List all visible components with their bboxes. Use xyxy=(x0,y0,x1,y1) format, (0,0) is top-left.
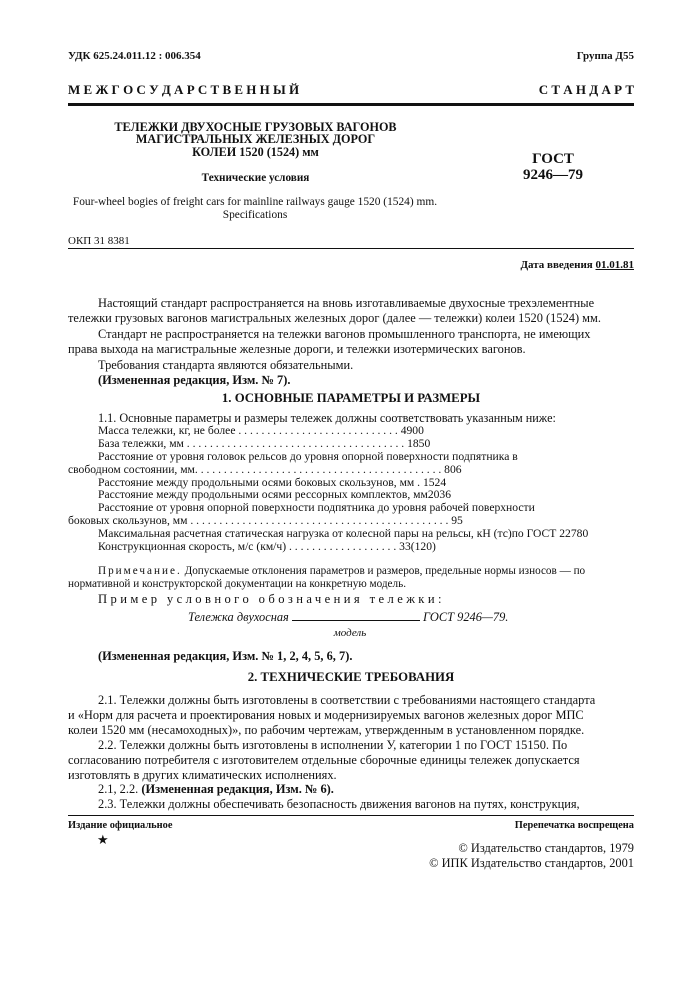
param-label: Конструкционная скорость, м/с (км/ч) xyxy=(98,541,287,554)
intro-p3: Требования стандарта являются обязательными. xyxy=(98,357,354,372)
okp-rule xyxy=(68,248,634,249)
document-title xyxy=(68,121,443,158)
section-1-heading: 1. ОСНОВНЫЕ ПАРАМЕТРЫ И РАЗМЕРЫ xyxy=(221,391,481,405)
english-title xyxy=(60,196,450,223)
param-height-pre: Расстояние от уровня головок рельсов до уровня опорной поверхности подпятника в xyxy=(98,450,518,463)
param-value: 806 xyxy=(444,463,462,476)
okp-code: ОКП 31 8381 xyxy=(68,235,130,247)
example-name: Тележка двухосная xyxy=(188,610,289,624)
param-bearer-height: боковых скользунов, мм . . . . . . . . . . . . . . . . . . . . . . . . . . . . . . . . . . . . . . . . . . . . . 95 xyxy=(68,515,463,528)
param-bearer-height-pre: Расстояние от уровня опорной поверхности подпятника до уровня рабочей поверхности xyxy=(98,502,535,515)
p-amend-line xyxy=(68,782,634,797)
note-text-2: нормативной и конструкторской документации на конкретную модель. xyxy=(68,578,406,591)
top-thick-rule xyxy=(68,103,634,106)
param-value: 33(120) xyxy=(399,541,436,554)
param-spring-sets xyxy=(68,489,634,502)
param-base: База тележки, мм . . . . . . . . . . . . . . . . . . . . . . . . . . . . . . . . . . . . . . 1850 xyxy=(98,437,431,450)
params-lead: 1.1. Основные параметры и размеры тележек должны соответствовать указанным ниже: xyxy=(98,412,556,425)
p-amend-num: 2.1, 2.2. xyxy=(98,782,139,797)
param-label: Расстояние между продольными осями боковых скользунов, мм xyxy=(98,476,415,489)
param-mass: Масса тележки, кг, не более . . . . . . . . . . . . . . . . . . . . . . . . . . . . 4900 xyxy=(98,424,424,437)
param-label: Расстояние между продольными осями рессорных комплектов, мм xyxy=(98,489,428,502)
section-2-heading: 2. ТЕХНИЧЕСКИЕ ТРЕБОВАНИЯ xyxy=(247,670,455,684)
param-label: Максимальная расчетная статическая нагрузка от колесной пары на рельсы, кН (тс) xyxy=(98,528,512,541)
copyright-1979: © Издательство стандартов, 1979 xyxy=(458,841,634,855)
p23: 2.3. Тележки должны обеспечивать безопасность движения вагонов на путях, конструкция, xyxy=(98,797,580,812)
p22-a: 2.2. Тележки должны быть изготовлены в исполнении У, категории 1 по ГОСТ 15150. По xyxy=(98,737,568,752)
param-label: Масса тележки, кг, не более xyxy=(98,424,236,437)
official-edition: Издание официальное xyxy=(68,820,173,831)
effective-date-label: Дата введения xyxy=(520,259,593,271)
intro-amendment: (Измененная редакция, Изм. № 7). xyxy=(98,373,291,388)
intro-p2-b: права выхода на магистральные железные дороги, и тележки изотермических вагонов. xyxy=(68,342,526,357)
param-value: 4900 xyxy=(400,424,424,437)
document-subtitle: Технические условия xyxy=(201,172,310,184)
title-line-2: МАГИСТРАЛЬНЫХ ЖЕЛЕЗНЫХ ДОРОГ xyxy=(135,132,376,147)
example-model-caption: модель xyxy=(333,627,367,639)
copyright-block xyxy=(429,841,634,871)
p22-b: согласованию потребителя с изготовителем отдельные сборочные единицы тележек допускается xyxy=(68,752,580,767)
english-title-line-2: Specifications xyxy=(222,209,288,222)
intro-section xyxy=(68,296,634,388)
p21-c: колеи 1520 мм (несамоходных)», по рабочим чертежам, утвержденным в установленном порядке. xyxy=(68,722,585,737)
effective-date xyxy=(520,259,634,271)
copyright-2001: © ИПК Издательство стандартов, 2001 xyxy=(429,856,634,870)
gost-number: 9246—79 xyxy=(523,167,583,183)
param-value: 2036 xyxy=(427,489,451,502)
model-blank-line xyxy=(292,610,420,621)
param-value: по ГОСТ 22780 xyxy=(511,528,589,541)
intro-p2-a: Стандарт не распространяется на тележки вагонов промышленного транспорта, не имеющих xyxy=(98,326,591,341)
footer-rule xyxy=(68,815,634,816)
example-designation xyxy=(188,610,508,625)
param-value: 95 xyxy=(451,515,463,528)
effective-date-value: 01.01.81 xyxy=(595,259,634,271)
star-icon: ★ xyxy=(97,832,109,847)
section-1-amendment: (Измененная редакция, Изм. № 1, 2, 4, 5, 6, 7). xyxy=(98,649,353,663)
p21-b: и «Норм для расчета и проектирования новых и модернизируемых вагонов железных дорог МПС xyxy=(68,707,584,722)
note-line-1 xyxy=(68,565,634,578)
section-2-body xyxy=(68,693,634,812)
param-label: свободном состоянии, мм xyxy=(68,463,195,476)
banner-standard: С Т А Н Д А Р Т xyxy=(538,82,634,97)
note-word: Примечание. xyxy=(98,565,182,577)
title-line-1: ТЕЛЕЖКИ ДВУХОСНЫЕ ГРУЗОВЫХ ВАГОНОВ xyxy=(114,120,397,134)
param-label: боковых скользунов, мм xyxy=(68,515,188,528)
param-speed: Конструкционная скорость, м/с (км/ч) . . . . . . . . . . . . . . . . . . . 33(120) xyxy=(98,541,436,554)
intro-p1-a: Настоящий стандарт распространяется на вновь изготавливаемые двухосные трехэлементные xyxy=(98,296,595,310)
example-gost: ГОСТ 9246—79. xyxy=(423,610,509,624)
gost-label: ГОСТ xyxy=(532,151,574,167)
p-amend-text: (Измененная редакция, Изм. № 6). xyxy=(141,782,334,797)
params-list xyxy=(68,412,634,554)
param-value: 1850 xyxy=(407,437,431,450)
banner-interstate: М Е Ж Г О С У Д А Р С Т В Е Н Н Ы Й xyxy=(68,82,300,97)
group-code: Группа Д55 xyxy=(576,50,634,62)
example-label: Пример условного обозначения тележки: xyxy=(98,592,445,606)
note-block xyxy=(68,565,634,592)
note-text-1: Допускаемые отклонения параметров и размеров, предельные нормы износов — по xyxy=(184,565,586,577)
param-label: База тележки, мм xyxy=(98,437,184,450)
reprint-notice: Перепечатка воспрещена xyxy=(514,820,634,831)
p21-a: 2.1. Тележки должны быть изготовлены в соответствии с требованиями настоящего стандарта xyxy=(98,693,596,707)
param-side-bearers: Расстояние между продольными осями боковых скользунов, мм . 1524 xyxy=(98,476,447,489)
intro-p1-b: тележки грузовых вагонов магистральных железных дорог (далее — тележки) колеи 1520 (1524) мм. xyxy=(68,311,601,326)
param-axle-load xyxy=(68,528,634,541)
udk-code: УДК 625.24.011.12 : 006.354 xyxy=(68,50,201,62)
param-value: 1524 xyxy=(422,476,447,489)
title-line-3: КОЛЕИ 1520 (1524) мм xyxy=(192,144,319,159)
gost-designation xyxy=(493,151,613,183)
english-title-line-1: Four-wheel bogies of freight cars for mainline railways gauge 1520 (1524) mm. xyxy=(72,196,438,208)
param-height: свободном состоянии, мм. . . . . . . . . . . . . . . . . . . . . . . . . . . . . . . . . . . . . . . . . . . 806 xyxy=(68,463,462,476)
p22-c: изготовлять в других климатических исполнениях. xyxy=(68,767,337,782)
